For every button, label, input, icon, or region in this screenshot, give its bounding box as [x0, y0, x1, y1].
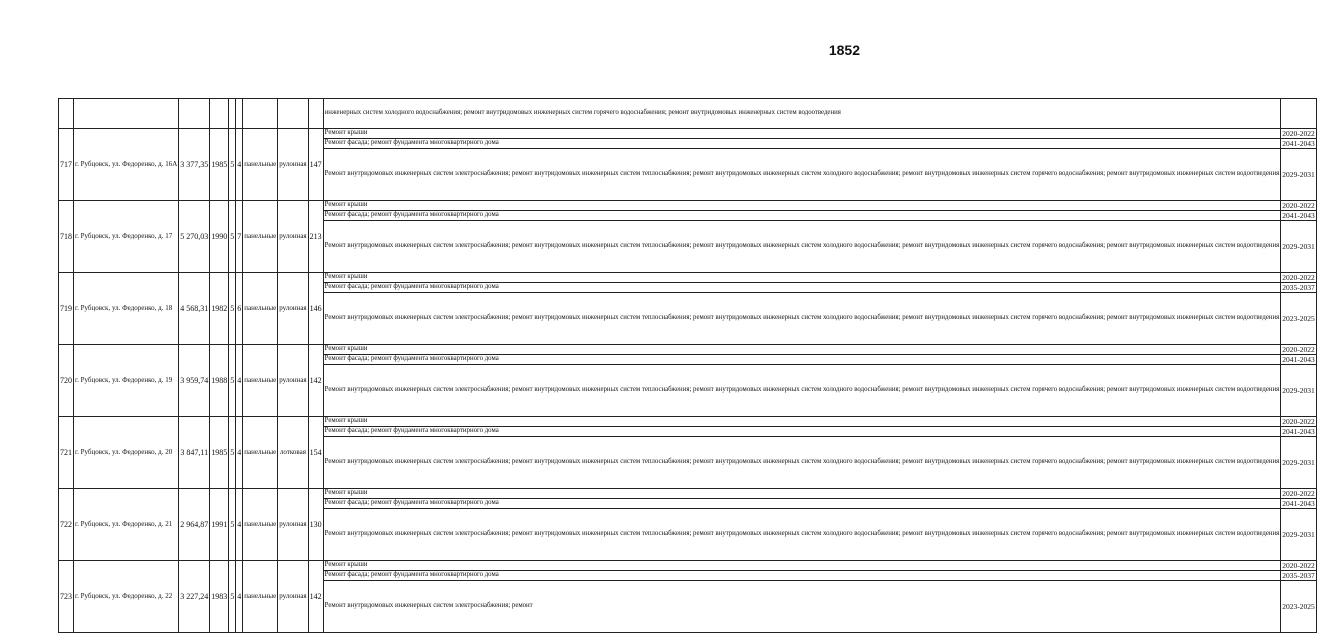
- address-cell: г. Рубцовск, ул. Федоренко, д. 17: [74, 201, 179, 273]
- table-row: [59, 561, 1317, 571]
- area-cell: 5 270,03: [179, 201, 210, 273]
- work-type-cell: Ремонт крыши: [323, 345, 1281, 355]
- period-cell: 2023-2025: [1281, 293, 1317, 345]
- period-cell: 2035-2037: [1282, 283, 1315, 292]
- roof-type-cell: рулонная: [278, 345, 308, 417]
- floors-cell: 5: [229, 129, 236, 201]
- area-cell: 2 964,87: [179, 489, 210, 561]
- house-number-cell: 722: [59, 489, 74, 561]
- period-cell: 2029-2031: [1281, 149, 1317, 201]
- entrances-cell: 4: [236, 417, 243, 489]
- work-type-cell: Ремонт фасада; ремонт фундамента многоквартирного дома: [323, 571, 1281, 581]
- wall-material-cell: панельные: [243, 345, 278, 417]
- address-cell: г. Рубцовск, ул. Федоренко, д. 21: [74, 489, 179, 561]
- area-cell: 4 568,31: [179, 273, 210, 345]
- residents-cell: [308, 99, 323, 129]
- capital-repair-table: [58, 98, 1317, 633]
- work-type-cell: Ремонт крыши: [323, 201, 1281, 211]
- floors-cell: 5: [229, 273, 236, 345]
- house-number-cell: 723: [59, 561, 74, 633]
- floors-cell: 5: [229, 201, 236, 273]
- year-cell: 1988: [210, 345, 229, 417]
- period-cell: 2029-2031: [1281, 509, 1317, 561]
- year-cell: 1983: [210, 561, 229, 633]
- house-number-cell: 717: [59, 129, 74, 201]
- period-cell: 2023-2025: [1281, 581, 1317, 633]
- floors-cell: 5: [229, 417, 236, 489]
- scan-edge-noise: [0, 0, 904, 10]
- period-cell: 2035-2037: [1282, 571, 1315, 580]
- floors-cell: 5: [229, 489, 236, 561]
- wall-material-cell: панельные: [243, 201, 278, 273]
- wall-material-cell: панельные: [243, 561, 278, 633]
- roof-type-cell: лотковая: [278, 417, 308, 489]
- period-cell: 2020-2022: [1282, 561, 1315, 570]
- wall-material-cell: панельные: [243, 489, 278, 561]
- period-cell: 2020-2022: [1282, 129, 1315, 138]
- wall-material-cell: панельные: [243, 273, 278, 345]
- period-cell: 2041-2043: [1282, 499, 1315, 508]
- work-type-cell: Ремонт крыши: [323, 561, 1281, 571]
- work-type-cell: Ремонт фасада; ремонт фундамента многоквартирного дома: [323, 139, 1281, 149]
- entrances-cell: 4: [236, 489, 243, 561]
- period-cell: 2029-2031: [1281, 437, 1317, 489]
- address-cell: г. Рубцовск, ул. Федоренко, д. 16А: [74, 129, 179, 201]
- work-type-cell: Ремонт фасада; ремонт фундамента многоквартирного дома: [323, 355, 1281, 365]
- period-cell: 2029-2031: [1281, 365, 1317, 417]
- period-cell: 2020-2022: [1282, 417, 1315, 426]
- period-cell: 2029-2031: [1281, 221, 1317, 273]
- address-cell: г. Рубцовск, ул. Федоренко, д. 19: [74, 345, 179, 417]
- year-cell: 1990: [210, 201, 229, 273]
- wall-material-cell: [243, 99, 278, 129]
- area-cell: 3 847,11: [179, 417, 210, 489]
- work-type-cell: Ремонт фасада; ремонт фундамента многоквартирного дома: [323, 211, 1281, 221]
- work-type-cell: Ремонт внутридомовых инженерных систем электроснабжения; ремонт внутридомовых инженерных систем теплоснабжения; ремонт внутридомовых инженерных систем холодного водоснабжения; ремонт внутридомовых инженерных систем горячего водоснабжения; ремонт внутридомовых инженерных систем водоотведения: [323, 365, 1281, 417]
- residents-cell: 142: [308, 345, 323, 417]
- address-cell: г. Рубцовск, ул. Федоренко, д. 20: [74, 417, 179, 489]
- work-type-cell: Ремонт внутридомовых инженерных систем электроснабжения; ремонт: [323, 581, 1281, 633]
- house-number-cell: 719: [59, 273, 74, 345]
- period-cell: 2041-2043: [1282, 139, 1315, 148]
- entrances-cell: 4: [236, 345, 243, 417]
- house-number-cell: [59, 99, 74, 129]
- area-cell: [179, 99, 210, 129]
- year-cell: 1991: [210, 489, 229, 561]
- roof-type-cell: рулонная: [278, 201, 308, 273]
- roof-type-cell: [278, 99, 308, 129]
- work-type-cell: Ремонт крыши: [323, 273, 1281, 283]
- period-cell: 2020-2022: [1282, 201, 1315, 210]
- area-cell: 3 959,74: [179, 345, 210, 417]
- house-number-cell: 721: [59, 417, 74, 489]
- entrances-cell: 7: [236, 201, 243, 273]
- wall-material-cell: панельные: [243, 417, 278, 489]
- floors-cell: 5: [229, 345, 236, 417]
- area-cell: 3 227,24: [179, 561, 210, 633]
- year-cell: [210, 99, 229, 129]
- roof-type-cell: рулонная: [278, 273, 308, 345]
- entrances-cell: 4: [236, 129, 243, 201]
- table-row: [59, 489, 1317, 499]
- work-type-cell: Ремонт внутридомовых инженерных систем электроснабжения; ремонт внутридомовых инженерных систем теплоснабжения; ремонт внутридомовых инженерных систем холодного водоснабжения; ремонт внутридомовых инженерных систем горячего водоснабжения; ремонт внутридомовых инженерных систем водоотведения: [323, 437, 1281, 489]
- work-type-cell: инженерных систем холодного водоснабжения; ремонт внутридомовых инженерных систем горячего водоснабжения; ремонт внутридомовых инженерных систем водоотведения: [323, 99, 1281, 129]
- work-type-cell: Ремонт внутридомовых инженерных систем электроснабжения; ремонт внутридомовых инженерных систем теплоснабжения; ремонт внутридомовых инженерных систем холодного водоснабжения; ремонт внутридомовых инженерных систем горячего водоснабжения; ремонт внутридомовых инженерных систем водоотведения: [323, 293, 1281, 345]
- house-number-cell: 718: [59, 201, 74, 273]
- table-row: [59, 99, 1317, 129]
- roof-type-cell: рулонная: [278, 489, 308, 561]
- period-cell: 2020-2022: [1282, 345, 1315, 354]
- period-cell: 2020-2022: [1282, 489, 1315, 498]
- work-type-cell: Ремонт фасада; ремонт фундамента многоквартирного дома: [323, 427, 1281, 437]
- table-row: [59, 417, 1317, 427]
- residents-cell: 146: [308, 273, 323, 345]
- work-type-cell: Ремонт внутридомовых инженерных систем электроснабжения; ремонт внутридомовых инженерных систем теплоснабжения; ремонт внутридомовых инженерных систем холодного водоснабжения; ремонт внутридомовых инженерных систем горячего водоснабжения; ремонт внутридомовых инженерных систем водоотведения: [323, 509, 1281, 561]
- residents-cell: 154: [308, 417, 323, 489]
- floors-cell: [229, 99, 236, 129]
- address-cell: г. Рубцовск, ул. Федоренко, д. 18: [74, 273, 179, 345]
- residents-cell: 147: [308, 129, 323, 201]
- residents-cell: 142: [308, 561, 323, 633]
- period-cell: [1281, 99, 1317, 129]
- period-cell: 2041-2043: [1282, 427, 1315, 436]
- table-row: [59, 201, 1317, 211]
- period-cell: 2020-2022: [1282, 273, 1315, 282]
- work-type-cell: Ремонт фасада; ремонт фундамента многоквартирного дома: [323, 499, 1281, 509]
- wall-material-cell: панельные: [243, 129, 278, 201]
- year-cell: 1985: [210, 417, 229, 489]
- table-row: [59, 345, 1317, 355]
- year-cell: 1985: [210, 129, 229, 201]
- entrances-cell: 4: [236, 561, 243, 633]
- period-cell: 2041-2043: [1282, 355, 1315, 364]
- address-cell: г. Рубцовск, ул. Федоренко, д. 22: [74, 561, 179, 633]
- work-type-cell: Ремонт крыши: [323, 129, 1281, 139]
- residents-cell: 213: [308, 201, 323, 273]
- year-cell: 1982: [210, 273, 229, 345]
- entrances-cell: 6: [236, 273, 243, 345]
- entrances-cell: [236, 99, 243, 129]
- work-type-cell: Ремонт крыши: [323, 489, 1281, 499]
- work-type-cell: Ремонт крыши: [323, 417, 1281, 427]
- area-cell: 3 377,35: [179, 129, 210, 201]
- table-row: [59, 129, 1317, 139]
- residents-cell: 130: [308, 489, 323, 561]
- table-row: [59, 273, 1317, 283]
- page-number: 1852: [828, 42, 860, 58]
- work-type-cell: Ремонт внутридомовых инженерных систем электроснабжения; ремонт внутридомовых инженерных систем теплоснабжения; ремонт внутридомовых инженерных систем холодного водоснабжения; ремонт внутридомовых инженерных систем горячего водоснабжения; ремонт внутридомовых инженерных систем водоотведения: [323, 149, 1281, 201]
- roof-type-cell: рулонная: [278, 561, 308, 633]
- work-type-cell: Ремонт внутридомовых инженерных систем электроснабжения; ремонт внутридомовых инженерных систем теплоснабжения; ремонт внутридомовых инженерных систем холодного водоснабжения; ремонт внутридомовых инженерных систем горячего водоснабжения; ремонт внутридомовых инженерных систем водоотведения: [323, 221, 1281, 273]
- roof-type-cell: рулонная: [278, 129, 308, 201]
- floors-cell: 5: [229, 561, 236, 633]
- house-number-cell: 720: [59, 345, 74, 417]
- address-cell: [74, 99, 179, 129]
- work-type-cell: Ремонт фасада; ремонт фундамента многоквартирного дома: [323, 283, 1281, 293]
- period-cell: 2041-2043: [1282, 211, 1315, 220]
